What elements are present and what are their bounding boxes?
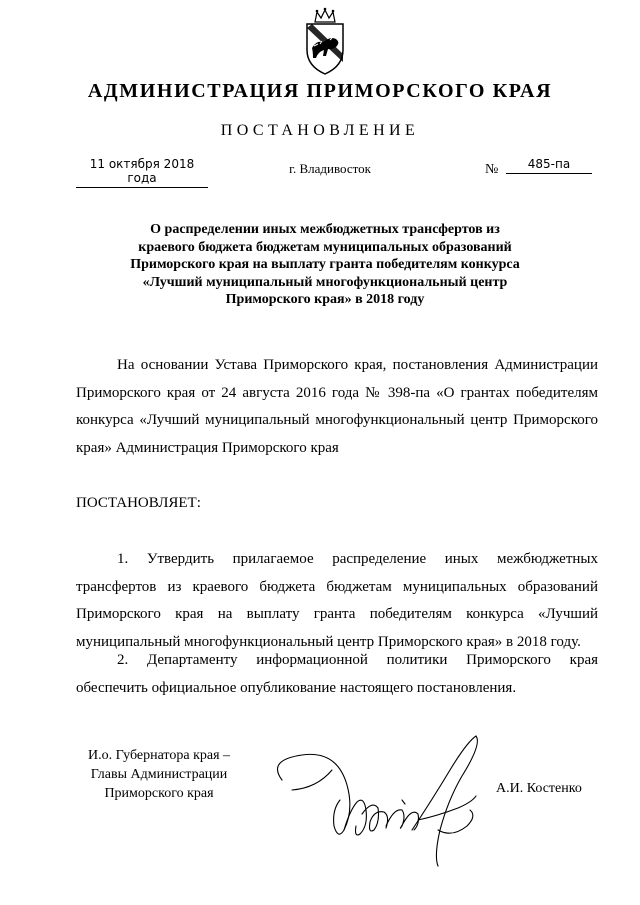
preamble-paragraph: На основании Устава Приморского края, постановления Администрации Приморского края от 24 августа 2016 года № 398-па «О грантах победителям конкурса «Лучший муниципальный многофункциональный центр Приморского края» Администрация Приморского края [76,357,598,456]
document-number-label: № [485,162,499,177]
document-type: ПОСТАНОВЛЕНИЕ [220,122,420,139]
organization-name: АДМИНИСТРАЦИЯ ПРИМОРСКОГО КРАЯ [87,80,553,102]
resolve-heading: ПОСТАНОВЛЯЕТ: [76,495,201,511]
list-item: 1. Утвердить прилагаемое распределение иных межбюджетных трансфертов из краевого бюджета бюджетам муниципальных образований Приморского края на выплату гранта победителям конкурса «Лучший муниципальный многофункциональный центр Приморского края» в 2018 году. [76,551,598,650]
document-date: 11 октября 2018 года [76,157,208,188]
signatory-position-line: Главы Администрации [90,767,228,782]
signatory-position-line: Приморского края [104,786,214,801]
document-city: г. Владивосток [289,161,371,176]
handwritten-signature [262,730,512,870]
coat-of-arms-icon [300,6,350,80]
document-number: 485-па [506,157,592,174]
list-item: 2. Департаменту информационной политики Приморского края обеспечить официальное опубликование настоящего постановления. [76,652,598,696]
signatory-position-line: И.о. Губернатора края – [87,748,231,763]
document-title: О распределении иных межбюджетных трансфертов из краевого бюджета бюджетам муниципальных образований Приморского края на выплату гранта победителям конкурса «Лучший муниципальный многофункциональный центр Приморского края» в 2018 году [130,222,520,307]
signatory-name: А.И. Костенко [496,781,582,796]
signatory-position [70,746,248,803]
